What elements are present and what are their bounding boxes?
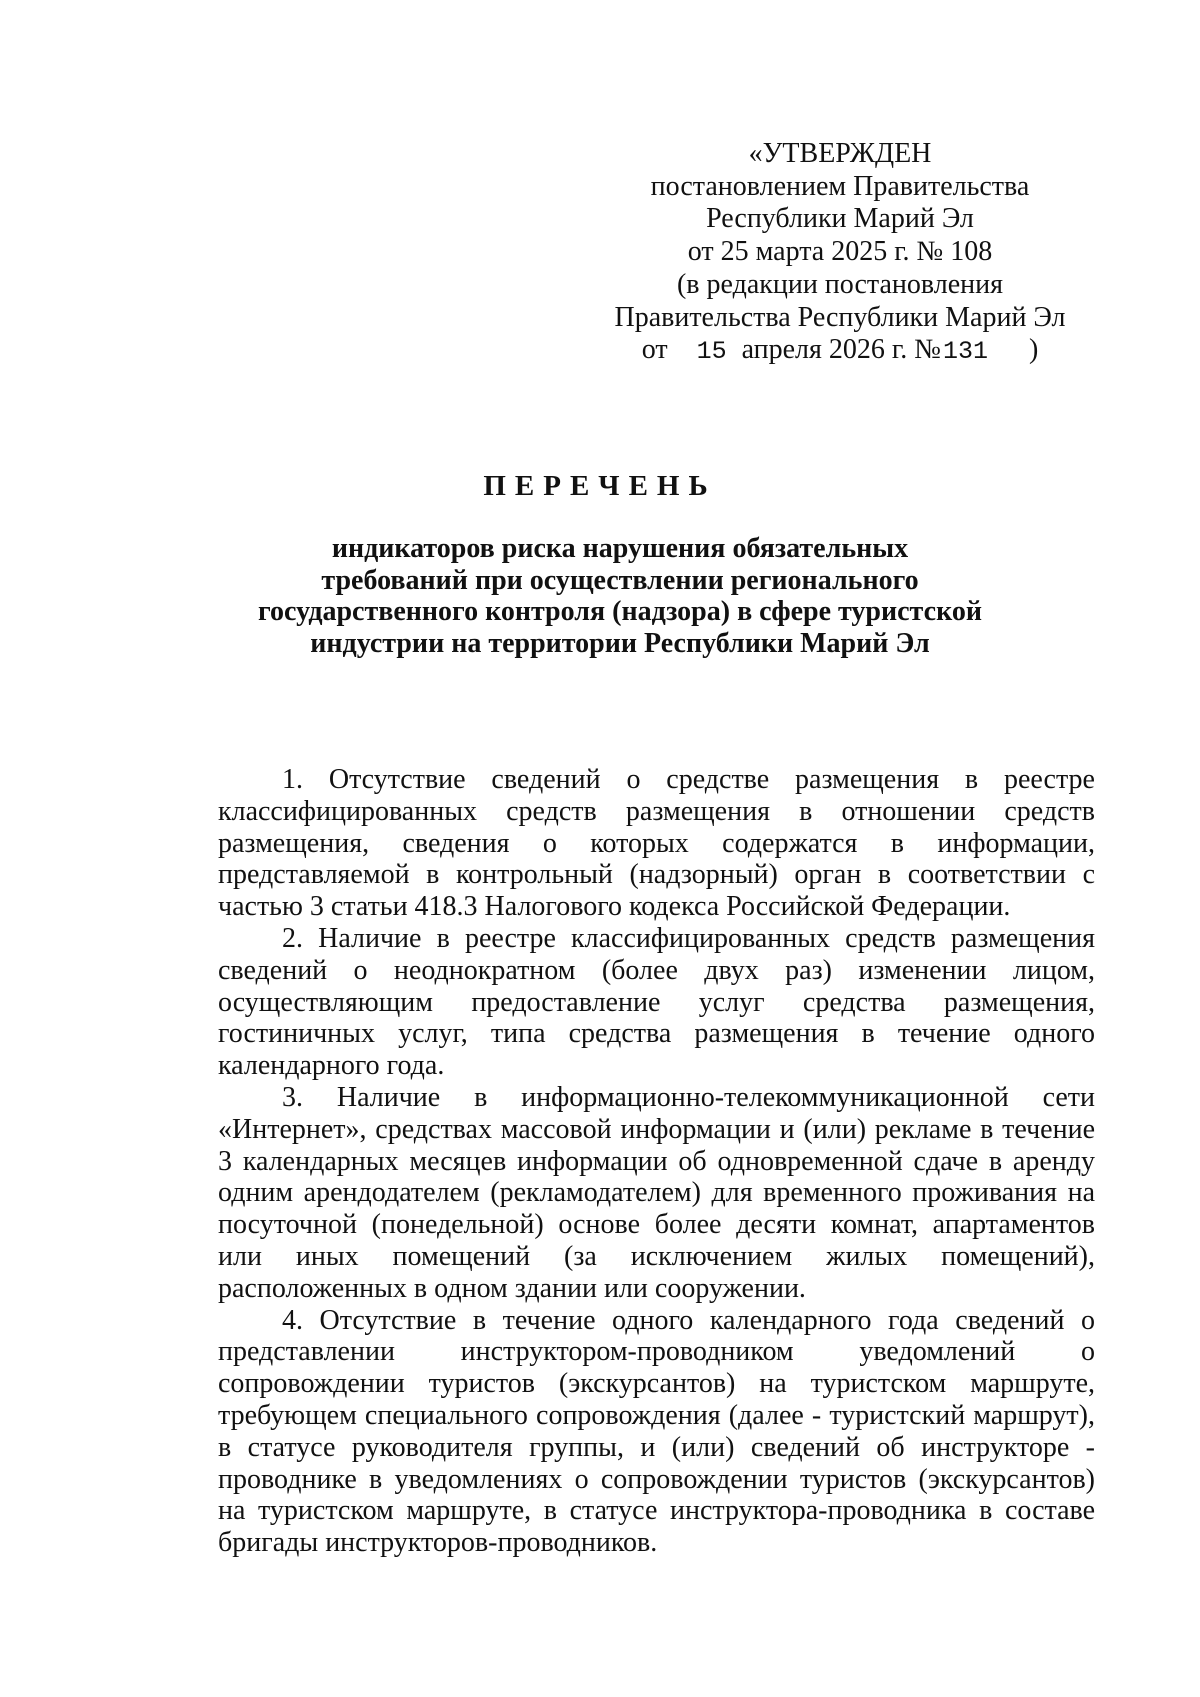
subtitle-line: индикаторов риска нарушения обязательных (331, 533, 909, 564)
stamp-edition-line: (в редакции постановления (676, 268, 1004, 300)
amendment-close-paren: ) (1028, 334, 1039, 366)
stamp-date-line: от 25 марта 2025 г. № 108 (687, 236, 993, 268)
indicator-item-1: 1. Отсутствие сведений о средстве размещения в реестре классифицированных средств размещения в отношении средств размещения, сведения о которых содержатся в информации, представляемой в контрольный (надзорный) орган в соответствии с частью 3 статьи 418.3 Налогового кодекса Российской Федерации. (218, 764, 1095, 923)
indicator-item-3: 3. Наличие в информационно-телекоммуникационной сети «Интернет», средствах массовой информации и (или) рекламе в течение 3 календарных месяцев информации об одновременной сдаче в аренду одним арендодателем (рекламодателем) для временного проживания на посуточной (понедельной) основе более десяти комнат, апартаментов или иных помещений (за исключением жилых помещений), расположенных в одном здании или сооружении. (218, 1081, 1095, 1304)
stamp-resolution-line: постановлением Правительства (650, 170, 1030, 202)
stamp-government-line: Правительства Республики Марий Эл (614, 301, 1066, 333)
document-title: ПЕРЕЧЕНЬ (483, 470, 717, 502)
amendment-number: 131 (942, 337, 988, 367)
indicator-item-4: 4. Отсутствие в течение одного календарного года сведений о представлении инструктором-проводником уведомлений о сопровождении туристов (экскурсантов) на туристском маршруте, требующем специального сопровождения (далее - туристский маршрут), в статусе руководителя группы, и (или) сведений об инструкторе - проводнике в уведомлениях о сопровождении туристов (экскурсантов) на туристском маршруте, в статусе инструктора-проводника в составе бригады инструкторов-проводников. (218, 1304, 1095, 1559)
stamp-republic-line: Республики Марий Эл (706, 203, 974, 235)
amendment-day: 15 (696, 337, 727, 367)
stamp-amendment-line (590, 334, 1090, 369)
indicator-item-2: 2. Наличие в реестре классифицированных средств размещения сведений о неоднократном (более двух раз) изменении лицом, осуществляющим предоставление услуг средства размещения, гостиничных услуг, типа средства размещения в течение одного календарного года. (218, 922, 1095, 1082)
subtitle-line: требований при осуществлении регионального (321, 564, 919, 596)
indicator-list (218, 764, 1095, 1559)
amendment-prefix: от (641, 334, 668, 366)
document-subtitle (250, 533, 990, 659)
amendment-month-year: апреля 2026 г. № (741, 334, 941, 366)
approval-stamp (590, 138, 1090, 369)
subtitle-line: государственного контроля (надзора) в сфере туристской (258, 596, 982, 627)
stamp-approved-line: «УТВЕРЖДЕН (748, 138, 932, 169)
subtitle-line: индустрии на территории Республики Марий Эл (310, 627, 930, 659)
